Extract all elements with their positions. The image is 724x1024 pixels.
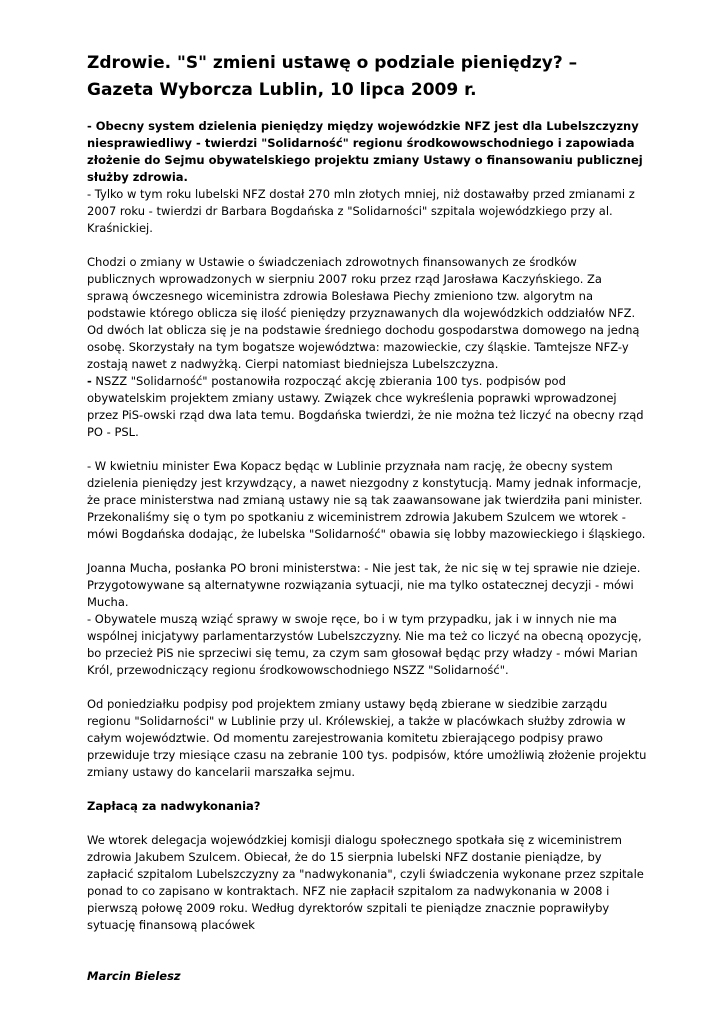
- paragraph-2: Chodzi o zmiany w Ustawie o świadczeniach zdrowotnych finansowanych ze środków publicznych wprowadzonych w sierpniu 2007 roku przez rząd Jarosława Kaczyńskiego. Za sprawą ówczesnego wiceministra zdrowia Bolesława Piechy zmieniono tzw. algorytm na podstawie którego oblicza się ilość pieniędzy przyznawanych dla wojewódzkich oddziałów NFZ. Od dwóch lat oblicza się je na podstawie średniego dochodu gospodarstwa domowego na jedną osobę. Skorzystały na tym bogatsze województwa: mazowieckie, czy śląskie. Tamtejsze NFZ-y zostają nawet z nadwyżką. Cierpi natomiast biedniejsza Lubelszczyzna.: [87, 255, 640, 371]
- paragraph-1: - Tylko w tym roku lubelski NFZ dostał 270 mln złotych mniej, niż dostawałby przed zmianami z 2007 roku - twierdzi dr Barbara Bogdańska z "Solidarności" szpitala wojewódzkiego przy al. Kraśnickiej.: [87, 187, 635, 235]
- bold-dash: -: [87, 374, 92, 388]
- spacer: [87, 951, 647, 968]
- spacer: [87, 237, 647, 254]
- spacer: [87, 934, 647, 951]
- paragraph-4: - W kwietniu minister Ewa Kopacz będąc w Lublinie przyznała nam rację, że obecny system dzielenia pieniędzy jest krzywdzący, a nawet niezgodny z konstytucją. Mamy jednak informacje, że prace ministerstwa nad zmianą ustawy nie są tak zaawansowane jak twierdziła pani minister. Przekonaliśmy się o tym po spotkaniu z wiceministrem zdrowia Jakubem Szulcem we wtorek - mówi Bogdańska dodając, że lubelska "Solidarność" obawia się lobby mazowieckiego i śląskiego.: [87, 459, 646, 541]
- article-title: Zdrowie. "S" zmieni ustawę o podziale pieniędzy? – Gazeta Wyborcza Lublin, 10 lipca 2009 r.: [87, 53, 578, 100]
- paragraph-3-text: NSZZ "Solidarność" postanowiła rozpocząć akcję zbierania 100 tys. podpisów pod obywatelskim projektem zmiany ustawy. Związek chce wykreślenia poprawki wprowadzonej przez PiS-owski rząd dwa lata temu. Bogdańska twierdzi, że nie można też liczyć na obecny rząd PO - PSL.: [87, 374, 644, 439]
- paragraph-7: Od poniedziałku podpisy pod projektem zmiany ustawy będą zbierane w siedzibie zarządu regionu "Solidarności" w Lublinie przy ul. Królewskiej, a także w placówkach służby zdrowia w całym województwie. Od momentu zarejestrowania komitetu zbierającego podpisy prawo przewiduje trzy miesiące czasu na zebranie 100 tys. podpisów, które umożliwią złożenie projektu zmiany ustawy do kancelarii marszałka sejmu.: [87, 697, 647, 779]
- spacer: [87, 815, 647, 832]
- paragraph-6: - Obywatele muszą wziąć sprawy w swoje ręce, bo i w tym przypadku, jak i w innych nie ma wspólnej inicjatywy parlamentarzystów Lubelszczyzny. Nie ma też co liczyć na obecną opozycję, bo przecież PiS nie sprzeciwi się temu, za czym sam głosował będąc przy władzy - mówi Marian Król, przewodniczący regionu środkowowschodniego NSZZ "Solidarność".: [87, 612, 642, 677]
- paragraph-8: We wtorek delegacja wojewódzkiej komisji dialogu społecznego spotkała się z wiceministrem zdrowia Jakubem Szulcem. Obiecał, że do 15 sierpnia lubelski NFZ dostanie pieniądze, by zapłacić szpitalom Lubelszczyzny za "nadwykonania", czyli świadczenia wykonane przez szpitale ponad to co zapisano w kontraktach. NFZ nie zapłacił szpitalom za nadwykonania w 2008 i pierwszą połowę 2009 roku. Według dyrektorów szpitali te pieniądze znacznie poprawiłyby sytuację finansową placówek: [87, 833, 644, 932]
- spacer: [87, 441, 647, 458]
- spacer: [87, 679, 647, 696]
- section-heading: Zapłacą za nadwykonania?: [87, 799, 261, 813]
- spacer: [87, 543, 647, 560]
- spacer: [87, 781, 647, 798]
- article-body: [87, 118, 647, 985]
- article-lead: - Obecny system dzielenia pieniędzy między wojewódzkie NFZ jest dla Lubelszczyzny niesprawiedliwy - twierdzi "Solidarność" regionu środkowowschodniego i zapowiada złożenie do Sejmu obywatelskiego projektu zmiany Ustawy o finansowaniu publicznej służby zdrowia.: [87, 119, 643, 184]
- paragraph-3: [87, 373, 647, 441]
- document-page: [87, 50, 647, 985]
- paragraph-5: Joanna Mucha, posłanka PO broni ministerstwa: - Nie jest tak, że nic się w tej sprawie nie dzieje. Przygotowywane są alternatywne rozwiązania sytuacji, nie ma tylko ostatecznej decyzji - mówi Mucha.: [87, 561, 641, 609]
- article-author: Marcin Bielesz: [87, 969, 181, 983]
